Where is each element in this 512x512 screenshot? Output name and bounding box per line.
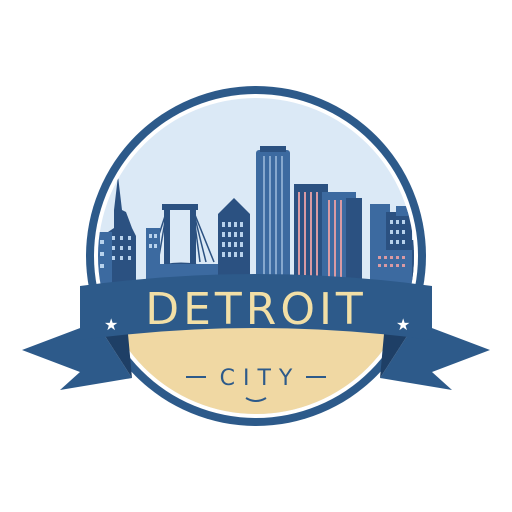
badge-title: DETROIT bbox=[145, 284, 367, 335]
star-icon: ★ bbox=[104, 315, 119, 334]
badge-subtitle: CITY bbox=[219, 366, 301, 391]
central-tower bbox=[256, 150, 290, 292]
star-icon: ★ bbox=[396, 315, 411, 334]
